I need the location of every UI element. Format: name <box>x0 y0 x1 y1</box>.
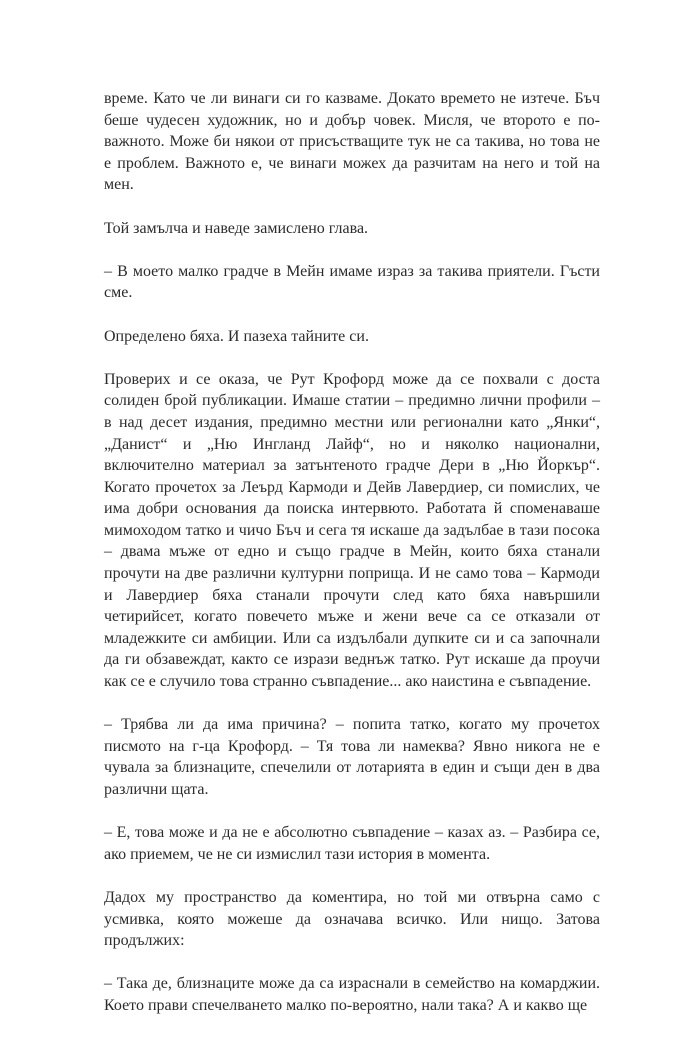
paragraph: – Така де, близнаците може да са израснали в семейство на комарджии. Което прави спечелването малко по-вероятно, нали така? А и какво ще <box>104 975 600 1014</box>
paragraph: Той замълча и наведе замислено глава. <box>104 219 369 237</box>
paragraph: Дадох му пространство да коментира, но той ми отвърна само с усмивка, която можеше да означава всичко. Или нищо. Затова продължих: <box>104 888 600 950</box>
body-text <box>104 88 600 1038</box>
paragraph: време. Като че ли винаги си го казваме. Докато времето не изтече. Бъч беше чудесен художник, но и добър човек. Мисля, че второто е по-важното. Може би някои от присъстващите тук не са такива, но това не е проблем. Важното е, че винаги можех да разчитам на него и той на мен. <box>104 90 600 194</box>
paragraph: Проверих и се оказа, че Рут Крофорд може да се похвали с доста солиден брой публикации. Имаше статии – предимно лични профили – в над десет издания, предимно местни или регионални като „Янки“, „Данист“ и „Ню Ингланд Лайф“, но и няколко национални, включително материал за затънтеното градче Дери в „Ню Йоркър“. Когато прочетох за Леърд Кармоди и Дейв Лавердиер, си помислих, че има добри основания да поиска интервюто. Работата й споменаваше мимоходом татко и чичо Бъч и сега тя искаше да задълбае в тази посока – двама мъже от едно и също градче в Мейн, които бяха станали прочути на две различни културни поприща. И не само това – Кармоди и Лавердиер бяха станали прочути след като бяха навършили четирийсет, когато повечето мъже и жени вече са се отказали от младежките си амбиции. Или са издълбали дупките си и са започнали да ги обзавеждат, както се изрази веднъж татко. Рут искаше да проучи как се е случило това странно съвпадение... ако наистина е съвпадение. <box>104 370 600 691</box>
paragraph: – Трябва ли да има причина? – попита татко, когато му прочетох писмото на г-ца Крофорд. – Тя това ли намеква? Явно никога не е чувала за близнаците, спечелили от лотарията в един и същи ден в два различни щата. <box>104 716 600 798</box>
paragraph: – В моето малко градче в Мейн имаме израз за такива приятели. Гъсти сме. <box>104 262 600 302</box>
paragraph: Определено бяха. И пазеха тайните си. <box>104 327 369 345</box>
paragraph: – Е, това може и да не е абсолютно съвпадение – казах аз. – Разбира се, ако приемем, че не си измислил тази история в момента. <box>104 824 600 863</box>
